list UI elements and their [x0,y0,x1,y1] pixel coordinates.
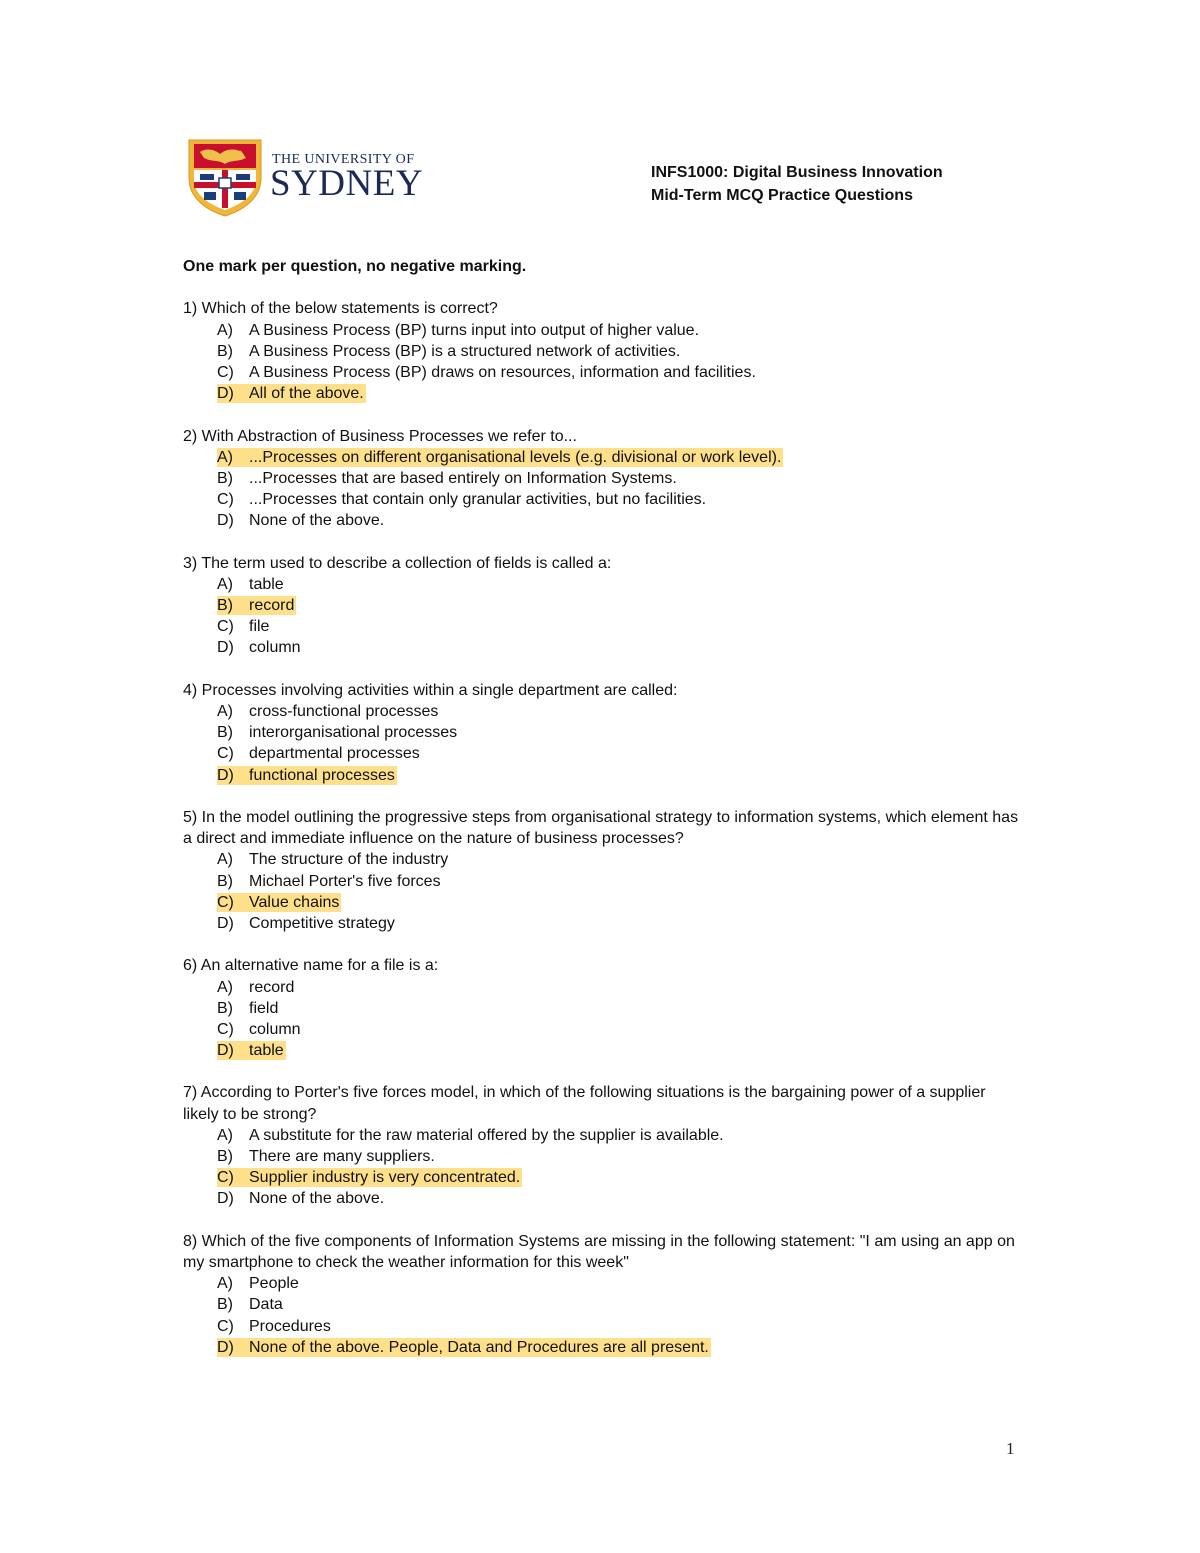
option-content [217,321,701,340]
option-letter: C) [217,491,234,509]
option-text: ...Processes that contain only granular activities, but no facilities. [249,491,707,509]
option-text: column [249,1020,301,1038]
option-text: All of the above. [249,385,364,403]
option-letter: A) [217,448,233,466]
question-8 [183,1231,1023,1358]
answer-option [183,871,1023,892]
logo-text-line1: THE UNIVERSITY OF [272,152,415,167]
answer-option [183,637,1023,658]
answer-option [183,1294,1023,1315]
intro-instruction: One mark per question, no negative marking. [183,258,527,275]
option-text: interorganisational processes [249,724,458,742]
answer-option [183,743,1023,764]
option-text: Michael Porter's five forces [249,872,441,890]
option-text: table [249,1042,284,1060]
option-content [217,575,286,594]
option-letter: A) [217,1275,233,1293]
answer-options [183,320,1023,405]
answer-option [183,574,1023,595]
option-content [217,1020,303,1039]
option-text: file [249,618,270,636]
option-letter: C) [217,1317,234,1335]
answer-option-correct [183,447,1023,468]
option-letter: D) [217,1338,234,1356]
question-2 [183,426,1023,532]
option-text: record [249,597,295,615]
answer-option [183,362,1023,383]
option-content [217,617,271,636]
answer-option [183,701,1023,722]
answer-option [183,320,1023,341]
option-letter: B) [217,1296,233,1314]
option-text: None of the above. People, Data and Procedures are all present. [249,1338,709,1356]
answer-option [183,1316,1023,1337]
answer-option [183,849,1023,870]
option-content [217,914,397,933]
option-content [217,1189,386,1208]
option-content [217,1041,286,1060]
option-text: Procedures [249,1317,331,1335]
option-letter: B) [217,469,233,487]
answer-option-correct [183,595,1023,616]
question-stem: 2) With Abstraction of Business Processes we refer to... [183,427,577,445]
option-text: record [249,978,295,996]
answer-option [183,1146,1023,1167]
question-stem: 3) The term used to describe a collection of fields is called a: [183,554,612,572]
question-stem: 6) An alternative name for a file is a: [183,957,439,975]
question-stem: 1) Which of the below statements is correct? [183,300,498,318]
option-letter: D) [217,385,234,403]
option-text: A Business Process (BP) is a structured network of activities. [249,342,681,360]
option-letter: C) [217,893,234,911]
answer-option [183,468,1023,489]
option-text: None of the above. [249,512,385,530]
answer-option-correct [183,383,1023,404]
option-text: cross-functional processes [249,703,439,721]
option-content [217,723,459,742]
question-stem: 5) In the model outlining the progressive steps from organisational strategy to information systems, which element has a direct and immediate influence on the nature of business processes? [183,808,1019,848]
option-content [217,342,682,361]
option-content [217,1126,726,1145]
option-letter: A) [217,703,233,721]
option-text: There are many suppliers. [249,1148,435,1166]
option-letter: A) [217,1126,233,1144]
option-text: column [249,639,301,657]
option-content [217,596,296,615]
question-7 [183,1082,1023,1209]
question-stem: 8) Which of the five components of Information Systems are missing in the following statement: "I am using an app on my smartphone to check the weather information for this week" [183,1232,1015,1271]
course-header [651,161,943,207]
course-subtitle: Mid-Term MCQ Practice Questions [651,187,913,204]
option-letter: D) [217,1190,234,1208]
option-text: table [249,575,284,593]
answer-options [183,1273,1023,1358]
answer-option [183,1019,1023,1040]
question-3 [183,553,1023,659]
option-letter: A) [217,978,233,996]
logo-text-line2: SYDNEY [270,163,424,204]
option-letter: D) [217,512,234,530]
option-text: field [249,999,279,1017]
option-letter: C) [217,1169,234,1187]
answer-option-correct [183,765,1023,786]
option-letter: A) [217,851,233,869]
answer-option [183,616,1023,637]
option-text: The structure of the industry [249,851,449,869]
option-text: Data [249,1296,283,1314]
option-text: Supplier industry is very concentrated. [249,1169,521,1187]
answer-options [183,701,1023,786]
option-content [217,893,341,912]
option-text: departmental processes [249,745,420,763]
answer-option [183,341,1023,362]
university-crest-icon [186,138,264,218]
option-content [217,1338,711,1357]
option-letter: B) [217,1148,233,1166]
option-letter: D) [217,1042,234,1060]
option-content [217,1317,333,1336]
answer-option-correct [183,1337,1023,1358]
option-content [217,1295,285,1314]
option-content [217,1274,301,1293]
option-letter: B) [217,342,233,360]
answer-option [183,998,1023,1019]
option-letter: A) [217,321,233,339]
option-letter: C) [217,1020,234,1038]
option-content [217,363,758,382]
option-letter: D) [217,639,234,657]
option-content [217,511,386,530]
answer-options [183,977,1023,1062]
answer-option-correct [183,1167,1023,1188]
answer-option [183,1188,1023,1209]
option-letter: B) [217,597,233,615]
answer-option [183,1273,1023,1294]
option-text: A Business Process (BP) turns input into output of higher value. [249,321,700,339]
option-text: functional processes [249,766,395,784]
option-letter: C) [217,618,234,636]
option-text: A substitute for the raw material offered by the supplier is available. [249,1126,724,1144]
option-content [217,448,783,467]
option-letter: A) [217,575,233,593]
option-letter: D) [217,766,234,784]
question-stem: 4) Processes involving activities within a single department are called: [183,681,678,699]
answer-option [183,722,1023,743]
option-content [217,744,422,763]
option-letter: C) [217,363,234,381]
page-number: 1 [1006,1439,1015,1458]
answer-option-correct [183,892,1023,913]
option-content [217,766,397,785]
option-text: ...Processes that are based entirely on Information Systems. [249,469,677,487]
option-letter: D) [217,914,234,932]
questions-container [183,298,1023,1358]
question-6 [183,955,1023,1061]
answer-option [183,510,1023,531]
option-text: ...Processes on different organisational levels (e.g. divisional or work level). [249,448,782,466]
option-text: A Business Process (BP) draws on resources, information and facilities. [249,363,756,381]
option-content [217,999,280,1018]
option-content [217,490,708,509]
answer-options [183,849,1023,934]
question-stem: 7) According to Porter's five forces model, in which of the following situations is the bargaining power of a supplier likely to be strong? [183,1084,986,1123]
option-content [217,638,303,657]
option-text: Competitive strategy [249,914,395,932]
answer-options [183,1125,1023,1210]
option-content [217,850,450,869]
option-content [217,978,296,997]
answer-option [183,489,1023,510]
option-letter: B) [217,724,233,742]
option-content [217,384,366,403]
option-content [217,872,443,891]
option-content [217,469,679,488]
answer-option-correct [183,1040,1023,1061]
option-text: People [249,1275,299,1293]
option-letter: C) [217,745,234,763]
answer-option [183,913,1023,934]
answer-options [183,447,1023,532]
question-list [183,256,1023,1379]
option-text: Value chains [249,893,340,911]
question-4 [183,680,1023,786]
university-logo [186,138,424,218]
option-content [217,1147,437,1166]
option-text: None of the above. [249,1190,385,1208]
answer-option [183,977,1023,998]
answer-option [183,1125,1023,1146]
option-content [217,702,440,721]
option-letter: B) [217,999,233,1017]
option-content [217,1168,522,1187]
question-5 [183,807,1023,934]
answer-options [183,574,1023,659]
question-1 [183,298,1023,404]
option-letter: B) [217,872,233,890]
course-title: INFS1000: Digital Business Innovation [651,164,943,181]
